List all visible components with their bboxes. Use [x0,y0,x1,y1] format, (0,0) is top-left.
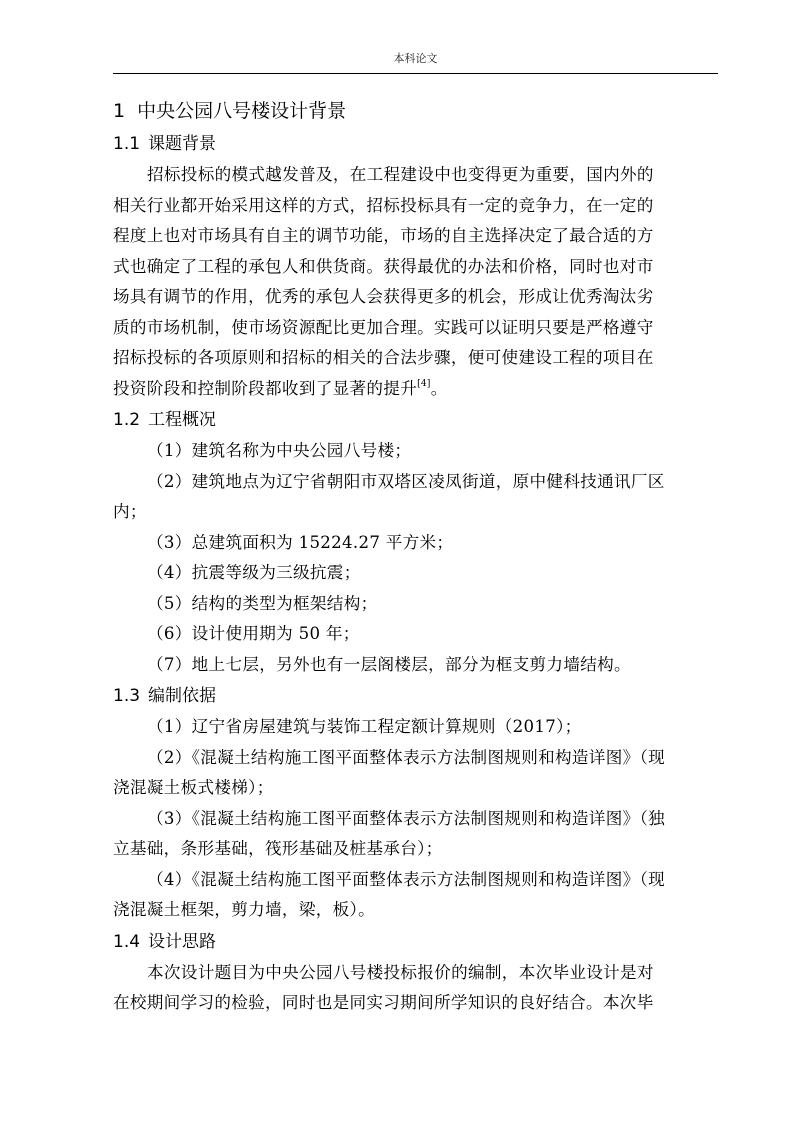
section-heading-1-2 [113,404,718,436]
document-body [113,94,718,1019]
chapter-number: 1 [113,100,126,122]
section-heading-1-3 [113,680,718,712]
section-title: 编制依据 [148,686,217,706]
chapter-title: 中央公园八号楼设计背景 [137,100,347,122]
page-header [113,51,718,67]
list-item: （5）结构的类型为框架结构； [147,593,378,613]
list-item: （7）地上七层，另外也有一层阁楼层，部分为框支剪力墙结构。 [147,654,631,674]
text-line: 场具有调节的作用，优秀的承包人会获得更多的机会，形成让优秀淘汰劣 [113,287,654,306]
section-number: 1.2 [113,410,141,430]
text-line: 式也确定了工程的承包人和供货商。获得最优的办法和价格，同时也对市 [113,256,654,276]
section-number: 1.4 [113,931,141,952]
section-heading-1-4 [113,926,718,958]
list-item-continuation: 立基础，条形基础，筏形基础及桩基承台）； [113,839,443,858]
list-item: （4）抗震等级为三级抗震； [147,563,361,582]
header-rule [113,73,718,74]
text-line: 相关行业都开始采用这样的方式，招标投标具有一定的竞争力，在一定的 [113,195,654,215]
list-item-continuation: 浇混凝土框架，剪力墙，梁，板）。 [113,900,375,919]
section-number: 1.1 [113,134,141,154]
list-item: （1）建筑名称为中央公园八号楼； [147,441,412,460]
text-line: 质的市场机制，使市场资源配比更加合理。实践可以证明只要是严格遵守 [113,317,654,337]
paragraph-background [113,160,718,404]
section-title: 课题背景 [148,134,217,154]
list-item-continuation: 浇混凝土板式楼梯）； [113,778,274,797]
text-line: 本次设计题目为中央公园八号楼投标报价的编制，本次毕业设计是对 [147,962,654,982]
text-line: 程度上也对市场具有自主的调节功能，市场的自主选择决定了最合适的方 [113,226,654,245]
list-item-continuation: 内； [113,502,147,521]
section-number: 1.3 [113,686,141,706]
list-item: （1）辽宁省房屋建筑与装饰工程定额计算规则（2017）； [147,717,582,736]
citation: [4] [417,378,431,389]
header-title: 本科论文 [393,52,438,65]
text-line-last [113,374,718,405]
list-project-overview [113,436,718,680]
chapter-heading [113,94,718,128]
paragraph-design-approach [113,958,718,1019]
list-item: （6）设计使用期为 50 年； [147,624,360,643]
list-item: （2）建筑地点为辽宁省朝阳市双塔区凌凤街道，原中健科技通讯厂区 [147,471,665,491]
text-line: 招标投标的各项原则和招标的相关的合法步骤，便可使建设工程的项目在 [113,348,654,367]
section-title: 设计思路 [148,931,217,952]
text-line: 在校期间学习的检验，同时也是同实习期间所学知识的良好结合。本次毕 [113,993,654,1012]
text-fragment: 投资阶段和控制阶段都收到了显著的提升 [113,378,418,398]
text-fragment: 。 [430,378,448,398]
list-basis [113,712,718,926]
section-title: 工程概况 [148,410,217,430]
list-item: （4）《混凝土结构施工图平面整体表示方法制图规则和构造详图》（现 [147,869,665,889]
text-line: 招标投标的模式越发普及，在工程建设中也变得更为重要，国内外的 [147,165,654,184]
list-item: （3）《混凝土结构施工图平面整体表示方法制图规则和构造详图》（独 [147,808,665,828]
list-item: （3）总建筑面积为 15224.27 平方米； [147,532,454,552]
section-heading-1-1 [113,128,718,160]
list-item: （2）《混凝土结构施工图平面整体表示方法制图规则和构造详图》（现 [147,747,665,767]
